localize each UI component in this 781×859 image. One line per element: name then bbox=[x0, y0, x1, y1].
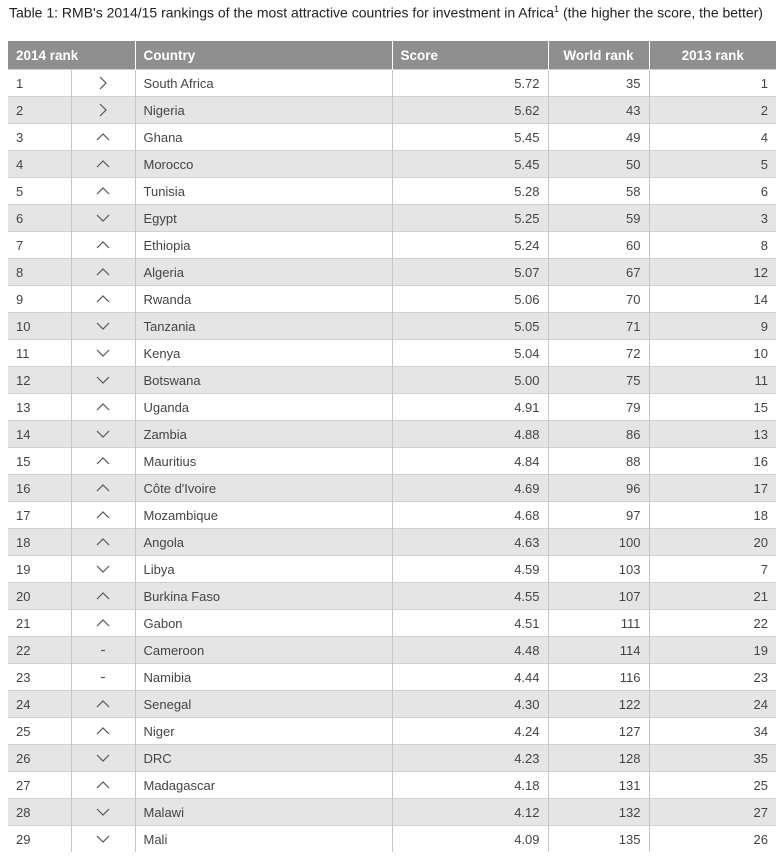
cell-2014-rank: 1 bbox=[8, 70, 71, 97]
cell-country: Rwanda bbox=[135, 286, 392, 313]
caption-footnote-mark: 1 bbox=[554, 4, 560, 14]
cell-score: 5.45 bbox=[392, 124, 548, 151]
cell-2014-rank: 27 bbox=[8, 772, 71, 799]
chevron-up-icon bbox=[95, 399, 111, 415]
table-row bbox=[8, 772, 776, 799]
chevron-up-icon bbox=[95, 183, 111, 199]
cell-score: 4.23 bbox=[392, 745, 548, 772]
rankings-table bbox=[8, 41, 776, 852]
table-row bbox=[8, 70, 776, 97]
cell-country: Uganda bbox=[135, 394, 392, 421]
chevron-down-icon bbox=[95, 345, 111, 361]
cell-score: 4.59 bbox=[392, 556, 548, 583]
table-row bbox=[8, 97, 776, 124]
table-row bbox=[8, 448, 776, 475]
table-row bbox=[8, 718, 776, 745]
table-row bbox=[8, 124, 776, 151]
cell-world-rank: 132 bbox=[548, 799, 649, 826]
cell-score: 4.68 bbox=[392, 502, 548, 529]
cell-trend bbox=[71, 502, 135, 529]
table-row bbox=[8, 610, 776, 637]
header-2014-rank: 2014 rank bbox=[8, 41, 135, 70]
cell-country: Ethiopia bbox=[135, 232, 392, 259]
cell-2013-rank: 6 bbox=[649, 178, 776, 205]
cell-country: Mauritius bbox=[135, 448, 392, 475]
cell-trend bbox=[71, 664, 135, 691]
table-row bbox=[8, 502, 776, 529]
cell-score: 5.07 bbox=[392, 259, 548, 286]
cell-world-rank: 88 bbox=[548, 448, 649, 475]
cell-2014-rank: 7 bbox=[8, 232, 71, 259]
chevron-up-icon bbox=[95, 129, 111, 145]
cell-world-rank: 135 bbox=[548, 826, 649, 853]
chevron-up-icon bbox=[95, 615, 111, 631]
cell-world-rank: 114 bbox=[548, 637, 649, 664]
cell-score: 4.69 bbox=[392, 475, 548, 502]
cell-2014-rank: 11 bbox=[8, 340, 71, 367]
cell-world-rank: 100 bbox=[548, 529, 649, 556]
cell-world-rank: 35 bbox=[548, 70, 649, 97]
cell-2014-rank: 2 bbox=[8, 97, 71, 124]
table-row bbox=[8, 637, 776, 664]
chevron-down-icon bbox=[95, 318, 111, 334]
cell-score: 5.00 bbox=[392, 367, 548, 394]
table-row bbox=[8, 826, 776, 853]
cell-2014-rank: 28 bbox=[8, 799, 71, 826]
cell-world-rank: 86 bbox=[548, 421, 649, 448]
cell-score: 4.09 bbox=[392, 826, 548, 853]
cell-2013-rank: 13 bbox=[649, 421, 776, 448]
cell-score: 4.24 bbox=[392, 718, 548, 745]
table-row bbox=[8, 664, 776, 691]
cell-trend bbox=[71, 772, 135, 799]
cell-2013-rank: 18 bbox=[649, 502, 776, 529]
cell-trend bbox=[71, 637, 135, 664]
cell-2014-rank: 3 bbox=[8, 124, 71, 151]
table-row bbox=[8, 691, 776, 718]
table-header-row bbox=[8, 41, 776, 70]
cell-2013-rank: 8 bbox=[649, 232, 776, 259]
cell-2014-rank: 5 bbox=[8, 178, 71, 205]
cell-country: Morocco bbox=[135, 151, 392, 178]
chevron-up-icon bbox=[95, 237, 111, 253]
caption-suffix: (the higher the score, the better) bbox=[559, 4, 763, 21]
cell-trend bbox=[71, 556, 135, 583]
cell-2013-rank: 10 bbox=[649, 340, 776, 367]
chevron-down-icon bbox=[95, 372, 111, 388]
table-row bbox=[8, 529, 776, 556]
table-row bbox=[8, 151, 776, 178]
cell-trend bbox=[71, 448, 135, 475]
cell-country: Niger bbox=[135, 718, 392, 745]
cell-country: Libya bbox=[135, 556, 392, 583]
cell-2014-rank: 17 bbox=[8, 502, 71, 529]
cell-score: 4.88 bbox=[392, 421, 548, 448]
cell-2013-rank: 35 bbox=[649, 745, 776, 772]
cell-world-rank: 96 bbox=[548, 475, 649, 502]
cell-country: Zambia bbox=[135, 421, 392, 448]
table-caption bbox=[9, 4, 763, 21]
cell-2014-rank: 20 bbox=[8, 583, 71, 610]
cell-trend bbox=[71, 232, 135, 259]
cell-world-rank: 131 bbox=[548, 772, 649, 799]
cell-trend bbox=[71, 799, 135, 826]
cell-2014-rank: 10 bbox=[8, 313, 71, 340]
table-row bbox=[8, 232, 776, 259]
cell-trend bbox=[71, 340, 135, 367]
cell-country: Madagascar bbox=[135, 772, 392, 799]
cell-country: Ghana bbox=[135, 124, 392, 151]
cell-score: 5.45 bbox=[392, 151, 548, 178]
table-body bbox=[8, 70, 776, 853]
cell-world-rank: 50 bbox=[548, 151, 649, 178]
cell-country: DRC bbox=[135, 745, 392, 772]
table-row bbox=[8, 799, 776, 826]
cell-score: 5.25 bbox=[392, 205, 548, 232]
cell-country: Cameroon bbox=[135, 637, 392, 664]
chevron-up-icon bbox=[95, 453, 111, 469]
header-score: Score bbox=[392, 41, 548, 70]
chevron-up-icon bbox=[95, 264, 111, 280]
table-row bbox=[8, 313, 776, 340]
cell-country: Egypt bbox=[135, 205, 392, 232]
cell-2013-rank: 11 bbox=[649, 367, 776, 394]
chevron-up-icon bbox=[95, 588, 111, 604]
cell-world-rank: 79 bbox=[548, 394, 649, 421]
header-world-rank: World rank bbox=[548, 41, 649, 70]
header-country: Country bbox=[135, 41, 392, 70]
chevron-up-icon bbox=[95, 156, 111, 172]
cell-world-rank: 103 bbox=[548, 556, 649, 583]
cell-world-rank: 111 bbox=[548, 610, 649, 637]
cell-score: 4.55 bbox=[392, 583, 548, 610]
dash-icon bbox=[95, 642, 111, 658]
cell-country: Mozambique bbox=[135, 502, 392, 529]
cell-world-rank: 49 bbox=[548, 124, 649, 151]
cell-2013-rank: 12 bbox=[649, 259, 776, 286]
cell-score: 4.51 bbox=[392, 610, 548, 637]
cell-trend bbox=[71, 745, 135, 772]
cell-2014-rank: 24 bbox=[8, 691, 71, 718]
cell-score: 5.04 bbox=[392, 340, 548, 367]
cell-trend bbox=[71, 286, 135, 313]
cell-country: Tanzania bbox=[135, 313, 392, 340]
cell-score: 5.72 bbox=[392, 70, 548, 97]
cell-2013-rank: 26 bbox=[649, 826, 776, 853]
cell-score: 4.48 bbox=[392, 637, 548, 664]
cell-world-rank: 58 bbox=[548, 178, 649, 205]
cell-2013-rank: 16 bbox=[649, 448, 776, 475]
cell-score: 5.05 bbox=[392, 313, 548, 340]
cell-2013-rank: 34 bbox=[649, 718, 776, 745]
cell-2014-rank: 4 bbox=[8, 151, 71, 178]
cell-2014-rank: 18 bbox=[8, 529, 71, 556]
chevron-down-icon bbox=[95, 750, 111, 766]
cell-score: 5.06 bbox=[392, 286, 548, 313]
cell-trend bbox=[71, 583, 135, 610]
cell-country: Côte d'Ivoire bbox=[135, 475, 392, 502]
cell-country: Malawi bbox=[135, 799, 392, 826]
cell-2014-rank: 12 bbox=[8, 367, 71, 394]
cell-2014-rank: 29 bbox=[8, 826, 71, 853]
chevron-down-icon bbox=[95, 561, 111, 577]
cell-score: 5.62 bbox=[392, 97, 548, 124]
cell-world-rank: 97 bbox=[548, 502, 649, 529]
table-row bbox=[8, 205, 776, 232]
cell-world-rank: 122 bbox=[548, 691, 649, 718]
cell-2013-rank: 20 bbox=[649, 529, 776, 556]
chevron-up-icon bbox=[95, 777, 111, 793]
cell-score: 4.91 bbox=[392, 394, 548, 421]
cell-world-rank: 70 bbox=[548, 286, 649, 313]
table-row bbox=[8, 421, 776, 448]
cell-world-rank: 59 bbox=[548, 205, 649, 232]
cell-trend bbox=[71, 421, 135, 448]
cell-trend bbox=[71, 826, 135, 853]
cell-2014-rank: 14 bbox=[8, 421, 71, 448]
cell-country: Tunisia bbox=[135, 178, 392, 205]
table-row bbox=[8, 394, 776, 421]
table-row bbox=[8, 367, 776, 394]
chevron-up-icon bbox=[95, 534, 111, 550]
cell-2013-rank: 25 bbox=[649, 772, 776, 799]
cell-2013-rank: 14 bbox=[649, 286, 776, 313]
cell-2013-rank: 3 bbox=[649, 205, 776, 232]
chevron-up-icon bbox=[95, 507, 111, 523]
cell-2014-rank: 16 bbox=[8, 475, 71, 502]
cell-world-rank: 116 bbox=[548, 664, 649, 691]
table-row bbox=[8, 583, 776, 610]
chevron-up-icon bbox=[95, 291, 111, 307]
chevron-up-icon bbox=[95, 696, 111, 712]
cell-2014-rank: 8 bbox=[8, 259, 71, 286]
cell-2013-rank: 9 bbox=[649, 313, 776, 340]
cell-country: Nigeria bbox=[135, 97, 392, 124]
cell-score: 4.18 bbox=[392, 772, 548, 799]
cell-2013-rank: 27 bbox=[649, 799, 776, 826]
cell-world-rank: 128 bbox=[548, 745, 649, 772]
cell-country: Angola bbox=[135, 529, 392, 556]
chevron-down-icon bbox=[95, 210, 111, 226]
cell-score: 4.44 bbox=[392, 664, 548, 691]
cell-2014-rank: 13 bbox=[8, 394, 71, 421]
cell-country: Burkina Faso bbox=[135, 583, 392, 610]
cell-2013-rank: 2 bbox=[649, 97, 776, 124]
cell-country: South Africa bbox=[135, 70, 392, 97]
cell-score: 4.30 bbox=[392, 691, 548, 718]
cell-2014-rank: 23 bbox=[8, 664, 71, 691]
cell-2014-rank: 21 bbox=[8, 610, 71, 637]
cell-country: Mali bbox=[135, 826, 392, 853]
chevron-up-icon bbox=[95, 480, 111, 496]
cell-country: Algeria bbox=[135, 259, 392, 286]
cell-world-rank: 71 bbox=[548, 313, 649, 340]
cell-country: Senegal bbox=[135, 691, 392, 718]
cell-2014-rank: 6 bbox=[8, 205, 71, 232]
cell-2013-rank: 4 bbox=[649, 124, 776, 151]
cell-country: Namibia bbox=[135, 664, 392, 691]
table-row bbox=[8, 475, 776, 502]
cell-trend bbox=[71, 475, 135, 502]
table-row bbox=[8, 259, 776, 286]
cell-trend bbox=[71, 151, 135, 178]
cell-world-rank: 107 bbox=[548, 583, 649, 610]
caption-text: Table 1: RMB's 2014/15 rankings of the most attractive countries for investment in Africa bbox=[9, 4, 555, 21]
cell-trend bbox=[71, 367, 135, 394]
cell-2013-rank: 17 bbox=[649, 475, 776, 502]
cell-world-rank: 60 bbox=[548, 232, 649, 259]
table-row bbox=[8, 286, 776, 313]
cell-2014-rank: 9 bbox=[8, 286, 71, 313]
chevron-down-icon bbox=[95, 831, 111, 847]
header-2013-rank: 2013 rank bbox=[649, 41, 776, 70]
cell-2013-rank: 23 bbox=[649, 664, 776, 691]
table-row bbox=[8, 178, 776, 205]
cell-2013-rank: 7 bbox=[649, 556, 776, 583]
dash-icon bbox=[95, 669, 111, 685]
cell-2013-rank: 1 bbox=[649, 70, 776, 97]
cell-2013-rank: 19 bbox=[649, 637, 776, 664]
cell-trend bbox=[71, 124, 135, 151]
cell-world-rank: 75 bbox=[548, 367, 649, 394]
chevron-down-icon bbox=[95, 804, 111, 820]
cell-2014-rank: 15 bbox=[8, 448, 71, 475]
cell-2013-rank: 24 bbox=[649, 691, 776, 718]
cell-2014-rank: 22 bbox=[8, 637, 71, 664]
chevron-right-icon bbox=[95, 102, 111, 118]
cell-world-rank: 43 bbox=[548, 97, 649, 124]
cell-world-rank: 67 bbox=[548, 259, 649, 286]
cell-trend bbox=[71, 691, 135, 718]
cell-trend bbox=[71, 313, 135, 340]
cell-score: 4.63 bbox=[392, 529, 548, 556]
cell-score: 4.12 bbox=[392, 799, 548, 826]
cell-2014-rank: 26 bbox=[8, 745, 71, 772]
chevron-right-icon bbox=[95, 75, 111, 91]
cell-2014-rank: 19 bbox=[8, 556, 71, 583]
table-row bbox=[8, 340, 776, 367]
cell-2013-rank: 21 bbox=[649, 583, 776, 610]
cell-world-rank: 127 bbox=[548, 718, 649, 745]
cell-trend bbox=[71, 97, 135, 124]
cell-2014-rank: 25 bbox=[8, 718, 71, 745]
cell-2013-rank: 5 bbox=[649, 151, 776, 178]
cell-country: Botswana bbox=[135, 367, 392, 394]
chevron-down-icon bbox=[95, 426, 111, 442]
cell-world-rank: 72 bbox=[548, 340, 649, 367]
cell-trend bbox=[71, 259, 135, 286]
cell-trend bbox=[71, 70, 135, 97]
cell-2013-rank: 15 bbox=[649, 394, 776, 421]
chevron-up-icon bbox=[95, 723, 111, 739]
cell-score: 4.84 bbox=[392, 448, 548, 475]
cell-trend bbox=[71, 394, 135, 421]
cell-2013-rank: 22 bbox=[649, 610, 776, 637]
cell-trend bbox=[71, 718, 135, 745]
cell-score: 5.24 bbox=[392, 232, 548, 259]
cell-country: Kenya bbox=[135, 340, 392, 367]
cell-trend bbox=[71, 205, 135, 232]
cell-country: Gabon bbox=[135, 610, 392, 637]
cell-trend bbox=[71, 178, 135, 205]
table-row bbox=[8, 745, 776, 772]
cell-score: 5.28 bbox=[392, 178, 548, 205]
cell-trend bbox=[71, 529, 135, 556]
cell-trend bbox=[71, 610, 135, 637]
table-row bbox=[8, 556, 776, 583]
